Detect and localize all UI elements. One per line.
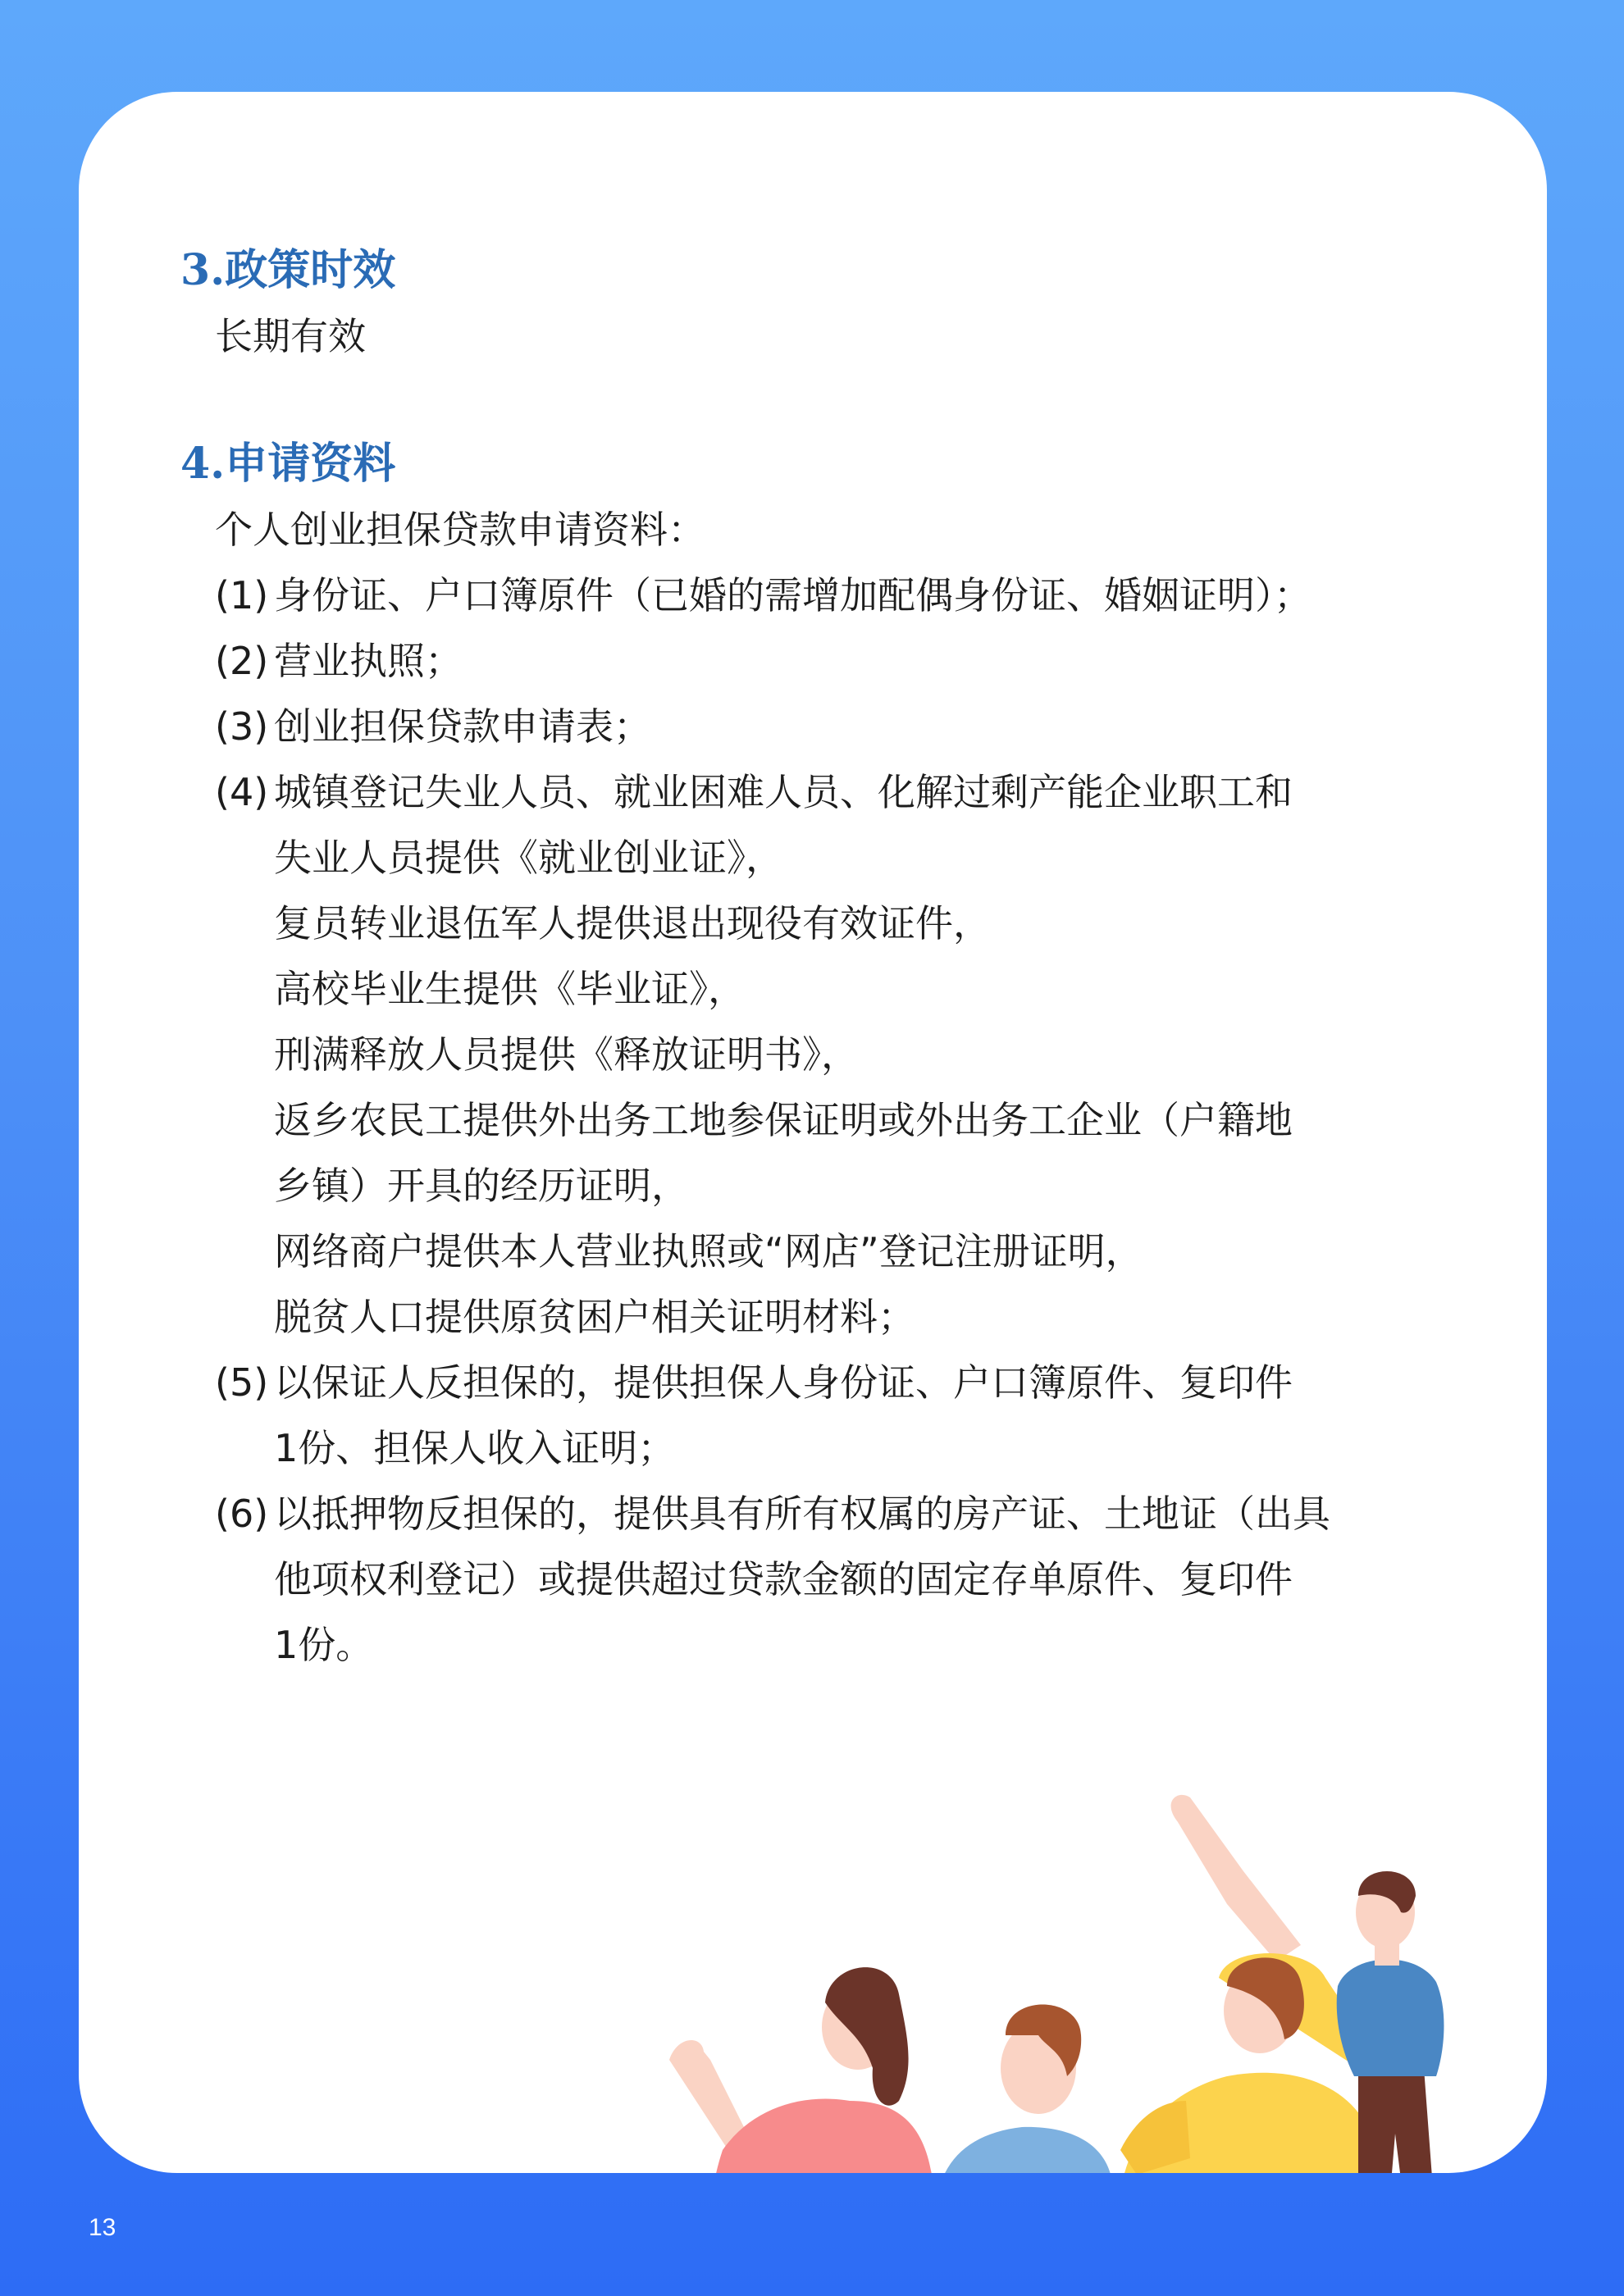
list-item-number: (6) [215, 1492, 269, 1536]
list-item-line: 以抵押物反担保的，提供具有所有权属的房产证、土地证（出具 [274, 1492, 1330, 1536]
list-item-line: 高校毕业生提供《毕业证》， [274, 967, 746, 1011]
list-item-line: 复员转业退伍军人提供退出现役有效证件， [274, 901, 991, 945]
section-heading: 4.申请资料 [180, 439, 396, 489]
list-item [180, 759, 1493, 1350]
section-intro: 个人创业担保贷款申请资料： [215, 508, 705, 552]
list-item [180, 628, 1493, 694]
list-item-text [274, 1481, 1493, 1678]
content-card [79, 92, 1547, 2173]
list-item-line: 脱贫人口提供原贫困户相关证明材料； [274, 1295, 915, 1339]
list-item-number: (2) [215, 639, 269, 683]
list-item-text [274, 563, 1493, 628]
list-item [180, 694, 1493, 759]
materials-list [180, 563, 1493, 1678]
list-item [180, 1350, 1493, 1481]
list-item-line: 1份。 [274, 1623, 374, 1667]
list-item-text [274, 694, 1493, 759]
list-item-line: 城镇登记失业人员、就业困难人员、化解过剩产能企业职工和 [274, 770, 1293, 814]
list-item-text [274, 759, 1493, 1350]
list-item-text [274, 628, 1493, 694]
list-item-line: 乡镇）开具的经历证明， [274, 1164, 689, 1208]
person-blue-shirt [936, 2005, 1116, 2174]
list-item [180, 1481, 1493, 1678]
page-number: 13 [89, 2214, 116, 2241]
list-item-line: 身份证、户口簿原件（已婚的需增加配偶身份证、婚姻证明）； [274, 573, 1312, 617]
list-item-line: 营业执照； [274, 639, 463, 683]
person-yellow-shirt [1120, 1795, 1375, 2173]
section-heading: 3.政策时效 [180, 245, 396, 295]
list-item-line: 创业担保贷款申请表； [274, 704, 651, 749]
list-item-line: 网络商户提供本人营业执照或“网店”登记注册证明， [274, 1229, 1143, 1273]
list-item-number: (3) [215, 704, 269, 749]
list-item-line: 刑满释放人员提供《释放证明书》， [274, 1032, 859, 1077]
list-item-line: 1份、担保人收入证明； [274, 1426, 676, 1470]
people-illustration [653, 1789, 1473, 2173]
list-item-line: 他项权利登记）或提供超过贷款金额的固定存单原件、复印件 [274, 1557, 1293, 1601]
list-item-number: (1) [215, 573, 269, 617]
section-policy-validity [180, 238, 1493, 369]
list-item-line: 返乡农民工提供外出务工地参保证明或外出务工企业（户籍地 [274, 1098, 1293, 1142]
list-item-number: (4) [215, 770, 269, 814]
list-item [180, 563, 1493, 628]
section-body: 长期有效 [215, 314, 366, 358]
list-item-number: (5) [215, 1360, 269, 1405]
person-pink-shirt [669, 1967, 936, 2173]
list-item-line: 失业人员提供《就业创业证》， [274, 836, 783, 880]
list-item-line: 以保证人反担保的，提供担保人身份证、户口簿原件、复印件 [274, 1360, 1293, 1405]
section-application-materials [180, 431, 1493, 1678]
list-item-text [274, 1350, 1493, 1481]
